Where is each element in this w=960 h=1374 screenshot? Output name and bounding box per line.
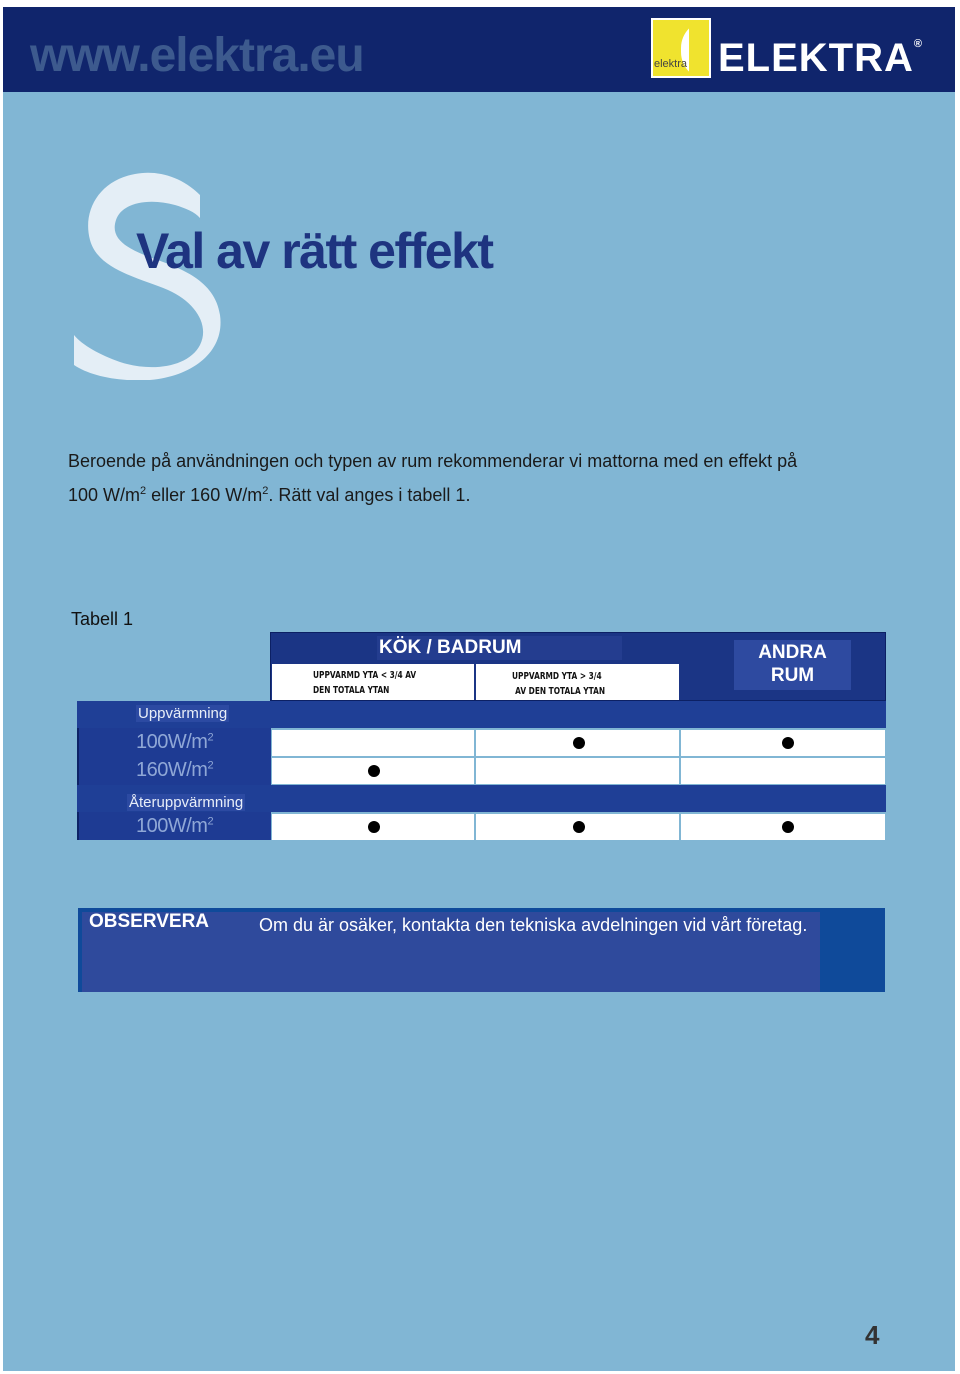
table-cell <box>272 730 474 756</box>
subheader-2-text: UPPVÄRMD YTA > 3/4 AV DEN TOTALA YTAN <box>512 671 606 697</box>
uppvarmning-label: Uppvärmning <box>138 705 228 722</box>
logo-word: elektra <box>654 58 688 70</box>
check-dot-icon <box>368 765 380 777</box>
table-cell <box>681 758 885 784</box>
subheader-1-text: UPPVÄRMD YTA < 3/4 AV DEN TOTALA YTAN <box>313 670 417 696</box>
registered-mark: ® <box>913 38 923 50</box>
brand-name: ELEKTRA® <box>718 36 923 80</box>
page-title: Val av rätt effekt <box>136 223 493 279</box>
row-label-160w: $160W/m^2$ <box>136 759 214 781</box>
observera-text: Om du är osäker, kontakta den tekniska avdelningen vid vårt företag. <box>259 915 808 935</box>
row-label-100w-re: $100W/m^2$ <box>136 815 214 837</box>
page-number: 4 <box>865 1320 880 1350</box>
ateruppvarmning-label: Återuppvärmning <box>129 794 244 811</box>
andra-rum-header: ANDRA RUM <box>734 640 851 690</box>
observera-label: OBSERVERA <box>89 911 210 932</box>
kok-badrum-header: KÖK / BADRUM <box>377 636 622 660</box>
table-caption: Tabell 1 <box>71 609 134 629</box>
intro-paragraph: Beroende på användningen och typen av rum rekommenderar vi mattorna med en effekt på 100 $W/m^2$ eller 160 $W/m^2$. Rätt val anges i tabell 1. <box>68 451 798 505</box>
check-dot-icon <box>573 737 585 749</box>
website-url[interactable]: www.elektra.eu <box>30 29 364 82</box>
check-dot-icon <box>368 821 380 833</box>
row-label-100w: $100W/m^2$ <box>136 731 214 753</box>
check-dot-icon <box>782 821 794 833</box>
check-dot-icon <box>782 737 794 749</box>
check-dot-icon <box>573 821 585 833</box>
table-cell <box>476 758 679 784</box>
